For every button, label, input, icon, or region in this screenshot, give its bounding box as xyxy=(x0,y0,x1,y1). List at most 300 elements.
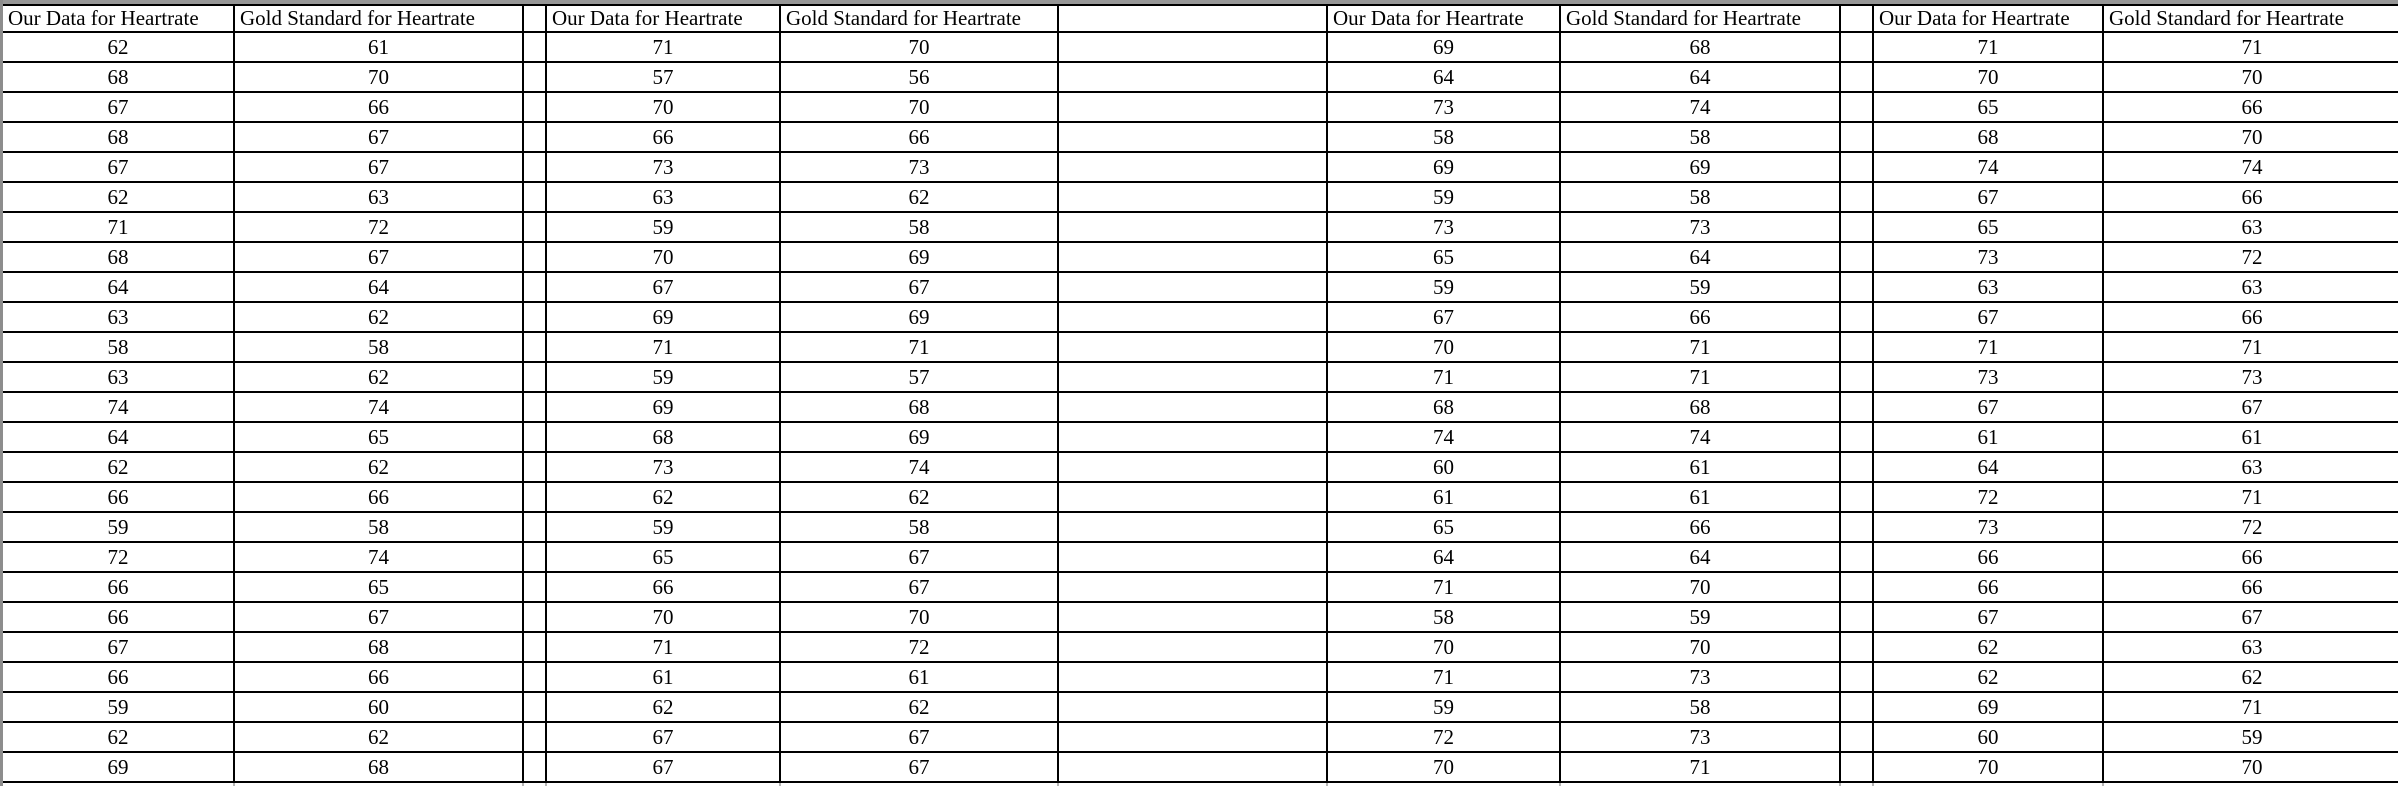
our-data-value-g4: 66 xyxy=(1873,542,2103,572)
narrow-spacer-cell xyxy=(523,212,546,242)
narrow-spacer-cell xyxy=(523,512,546,542)
gold-standard-value-g1: 72 xyxy=(234,212,523,242)
narrow-spacer-header-cell xyxy=(523,5,546,32)
header-gold-standard-group-3: Gold Standard for Heartrate xyxy=(1560,5,1840,32)
gold-standard-value-g4: 74 xyxy=(2103,152,2398,182)
wide-spacer-cell xyxy=(1058,662,1327,692)
table-row xyxy=(3,752,2398,782)
gold-standard-value-g1: 60 xyxy=(234,692,523,722)
wide-spacer-header-cell xyxy=(1058,5,1327,32)
table-row xyxy=(3,242,2398,272)
gold-standard-value-g1: 62 xyxy=(234,302,523,332)
our-data-value-g3: 68 xyxy=(1327,392,1560,422)
wide-spacer-cell xyxy=(1058,392,1327,422)
gold-standard-value-g4: 67 xyxy=(2103,602,2398,632)
table-row xyxy=(3,212,2398,242)
our-data-value-g1: 58 xyxy=(3,332,234,362)
our-data-value-g2: 59 xyxy=(546,362,780,392)
wide-spacer-cell xyxy=(1058,362,1327,392)
gold-standard-value-g1: 67 xyxy=(234,602,523,632)
our-data-value-g1: 59 xyxy=(3,692,234,722)
table-row xyxy=(3,62,2398,92)
clipped-cell xyxy=(523,782,546,786)
wide-spacer-cell xyxy=(1058,512,1327,542)
gold-standard-value-g2: 69 xyxy=(780,302,1058,332)
gold-standard-value-g4: 66 xyxy=(2103,92,2398,122)
our-data-value-g2: 62 xyxy=(546,482,780,512)
gold-standard-value-g1: 63 xyxy=(234,182,523,212)
our-data-value-g2: 63 xyxy=(546,182,780,212)
wide-spacer-cell xyxy=(1058,332,1327,362)
clipped-partial-row xyxy=(3,782,2398,786)
gold-standard-value-g3: 71 xyxy=(1560,752,1840,782)
gold-standard-value-g4: 63 xyxy=(2103,632,2398,662)
header-our-data-group-2: Our Data for Heartrate xyxy=(546,5,780,32)
gold-standard-value-g2: 67 xyxy=(780,722,1058,752)
wide-spacer-cell xyxy=(1058,722,1327,752)
our-data-value-g2: 66 xyxy=(546,572,780,602)
clipped-cell xyxy=(1058,782,1327,786)
our-data-value-g2: 61 xyxy=(546,662,780,692)
wide-spacer-cell xyxy=(1058,302,1327,332)
our-data-value-g1: 71 xyxy=(3,212,234,242)
our-data-value-g2: 57 xyxy=(546,62,780,92)
gold-standard-value-g2: 73 xyxy=(780,152,1058,182)
gold-standard-value-g3: 59 xyxy=(1560,602,1840,632)
gold-standard-value-g3: 58 xyxy=(1560,122,1840,152)
top-margin xyxy=(0,0,2398,4)
gold-standard-value-g2: 67 xyxy=(780,572,1058,602)
our-data-value-g2: 59 xyxy=(546,212,780,242)
our-data-value-g3: 69 xyxy=(1327,32,1560,62)
gold-standard-value-g3: 61 xyxy=(1560,452,1840,482)
our-data-value-g2: 73 xyxy=(546,452,780,482)
gold-standard-value-g4: 66 xyxy=(2103,542,2398,572)
narrow-spacer-cell xyxy=(523,422,546,452)
our-data-value-g1: 63 xyxy=(3,302,234,332)
gold-standard-value-g4: 67 xyxy=(2103,392,2398,422)
gold-standard-value-g4: 70 xyxy=(2103,62,2398,92)
gold-standard-value-g4: 63 xyxy=(2103,272,2398,302)
our-data-value-g4: 73 xyxy=(1873,512,2103,542)
narrow-spacer-cell xyxy=(1840,662,1873,692)
our-data-value-g2: 68 xyxy=(546,422,780,452)
table-row xyxy=(3,332,2398,362)
clipped-cell xyxy=(3,782,234,786)
our-data-value-g4: 73 xyxy=(1873,242,2103,272)
table-row xyxy=(3,572,2398,602)
clipped-cell xyxy=(1327,782,1560,786)
narrow-spacer-cell xyxy=(523,122,546,152)
gold-standard-value-g2: 57 xyxy=(780,362,1058,392)
our-data-value-g2: 70 xyxy=(546,92,780,122)
gold-standard-value-g1: 65 xyxy=(234,572,523,602)
gold-standard-value-g3: 69 xyxy=(1560,152,1840,182)
our-data-value-g2: 67 xyxy=(546,752,780,782)
narrow-spacer-cell xyxy=(523,392,546,422)
gold-standard-value-g2: 61 xyxy=(780,662,1058,692)
gold-standard-value-g3: 68 xyxy=(1560,392,1840,422)
clipped-cell xyxy=(1873,782,2103,786)
gold-standard-value-g2: 70 xyxy=(780,602,1058,632)
our-data-value-g3: 73 xyxy=(1327,92,1560,122)
gold-standard-value-g2: 58 xyxy=(780,212,1058,242)
our-data-value-g1: 62 xyxy=(3,182,234,212)
wide-spacer-cell xyxy=(1058,752,1327,782)
table-row xyxy=(3,422,2398,452)
gold-standard-value-g1: 66 xyxy=(234,482,523,512)
our-data-value-g3: 71 xyxy=(1327,662,1560,692)
our-data-value-g3: 71 xyxy=(1327,572,1560,602)
our-data-value-g1: 64 xyxy=(3,272,234,302)
our-data-value-g3: 58 xyxy=(1327,122,1560,152)
our-data-value-g4: 67 xyxy=(1873,182,2103,212)
narrow-spacer-cell xyxy=(523,362,546,392)
our-data-value-g2: 69 xyxy=(546,392,780,422)
narrow-spacer-cell xyxy=(1840,302,1873,332)
table-row xyxy=(3,122,2398,152)
table-row xyxy=(3,542,2398,572)
our-data-value-g3: 71 xyxy=(1327,362,1560,392)
our-data-value-g4: 66 xyxy=(1873,572,2103,602)
wide-spacer-cell xyxy=(1058,152,1327,182)
our-data-value-g2: 73 xyxy=(546,152,780,182)
gold-standard-value-g4: 59 xyxy=(2103,722,2398,752)
narrow-spacer-cell xyxy=(1840,452,1873,482)
narrow-spacer-cell xyxy=(1840,632,1873,662)
narrow-spacer-cell xyxy=(1840,212,1873,242)
our-data-value-g1: 62 xyxy=(3,452,234,482)
our-data-value-g1: 72 xyxy=(3,542,234,572)
gold-standard-value-g4: 70 xyxy=(2103,752,2398,782)
narrow-spacer-cell xyxy=(523,632,546,662)
gold-standard-value-g1: 61 xyxy=(234,32,523,62)
gold-standard-value-g3: 64 xyxy=(1560,62,1840,92)
our-data-value-g1: 66 xyxy=(3,662,234,692)
our-data-value-g1: 64 xyxy=(3,422,234,452)
gold-standard-value-g4: 71 xyxy=(2103,32,2398,62)
gold-standard-value-g2: 69 xyxy=(780,242,1058,272)
our-data-value-g4: 64 xyxy=(1873,452,2103,482)
our-data-value-g3: 65 xyxy=(1327,242,1560,272)
narrow-spacer-cell xyxy=(1840,62,1873,92)
table-row xyxy=(3,392,2398,422)
gold-standard-value-g2: 62 xyxy=(780,692,1058,722)
gold-standard-value-g3: 61 xyxy=(1560,482,1840,512)
our-data-value-g1: 67 xyxy=(3,92,234,122)
our-data-value-g4: 67 xyxy=(1873,602,2103,632)
gold-standard-value-g4: 72 xyxy=(2103,242,2398,272)
table-row xyxy=(3,692,2398,722)
gold-standard-value-g3: 70 xyxy=(1560,632,1840,662)
narrow-spacer-cell xyxy=(1840,362,1873,392)
header-our-data-group-3: Our Data for Heartrate xyxy=(1327,5,1560,32)
header-gold-standard-group-1: Gold Standard for Heartrate xyxy=(234,5,523,32)
left-margin xyxy=(0,0,3,786)
header-gold-standard-group-4: Gold Standard for Heartrate xyxy=(2103,5,2398,32)
our-data-value-g1: 68 xyxy=(3,122,234,152)
narrow-spacer-cell xyxy=(1840,482,1873,512)
our-data-value-g4: 73 xyxy=(1873,362,2103,392)
our-data-value-g1: 66 xyxy=(3,482,234,512)
clipped-cell xyxy=(546,782,780,786)
gold-standard-value-g3: 59 xyxy=(1560,272,1840,302)
gold-standard-value-g3: 73 xyxy=(1560,662,1840,692)
narrow-spacer-cell xyxy=(523,572,546,602)
narrow-spacer-cell xyxy=(1840,572,1873,602)
narrow-spacer-cell xyxy=(1840,602,1873,632)
wide-spacer-cell xyxy=(1058,62,1327,92)
our-data-value-g1: 63 xyxy=(3,362,234,392)
our-data-value-g4: 74 xyxy=(1873,152,2103,182)
narrow-spacer-cell xyxy=(523,692,546,722)
gold-standard-value-g4: 71 xyxy=(2103,332,2398,362)
narrow-spacer-cell xyxy=(1840,32,1873,62)
our-data-value-g1: 62 xyxy=(3,32,234,62)
wide-spacer-cell xyxy=(1058,92,1327,122)
heartrate-comparison-table xyxy=(3,4,2398,786)
gold-standard-value-g3: 66 xyxy=(1560,512,1840,542)
wide-spacer-cell xyxy=(1058,32,1327,62)
our-data-value-g1: 69 xyxy=(3,752,234,782)
gold-standard-value-g2: 62 xyxy=(780,182,1058,212)
our-data-value-g2: 71 xyxy=(546,632,780,662)
our-data-value-g3: 65 xyxy=(1327,512,1560,542)
gold-standard-value-g3: 64 xyxy=(1560,542,1840,572)
gold-standard-value-g2: 67 xyxy=(780,272,1058,302)
narrow-spacer-cell xyxy=(523,62,546,92)
gold-standard-value-g3: 70 xyxy=(1560,572,1840,602)
narrow-spacer-cell xyxy=(1840,242,1873,272)
our-data-value-g1: 68 xyxy=(3,242,234,272)
gold-standard-value-g1: 67 xyxy=(234,242,523,272)
our-data-value-g4: 71 xyxy=(1873,332,2103,362)
gold-standard-value-g3: 64 xyxy=(1560,242,1840,272)
narrow-spacer-cell xyxy=(523,542,546,572)
gold-standard-value-g1: 67 xyxy=(234,152,523,182)
our-data-value-g3: 69 xyxy=(1327,152,1560,182)
gold-standard-value-g2: 74 xyxy=(780,452,1058,482)
our-data-value-g4: 67 xyxy=(1873,392,2103,422)
gold-standard-value-g2: 70 xyxy=(780,32,1058,62)
narrow-spacer-cell xyxy=(1840,392,1873,422)
wide-spacer-cell xyxy=(1058,542,1327,572)
our-data-value-g3: 73 xyxy=(1327,212,1560,242)
narrow-spacer-header-cell xyxy=(1840,5,1873,32)
our-data-value-g3: 60 xyxy=(1327,452,1560,482)
clipped-cell xyxy=(780,782,1058,786)
narrow-spacer-cell xyxy=(523,92,546,122)
gold-standard-value-g1: 65 xyxy=(234,422,523,452)
gold-standard-value-g1: 58 xyxy=(234,512,523,542)
gold-standard-value-g2: 69 xyxy=(780,422,1058,452)
narrow-spacer-cell xyxy=(523,482,546,512)
gold-standard-value-g1: 58 xyxy=(234,332,523,362)
our-data-value-g1: 62 xyxy=(3,722,234,752)
our-data-value-g1: 67 xyxy=(3,632,234,662)
gold-standard-value-g4: 71 xyxy=(2103,482,2398,512)
wide-spacer-cell xyxy=(1058,242,1327,272)
gold-standard-value-g4: 71 xyxy=(2103,692,2398,722)
gold-standard-value-g3: 71 xyxy=(1560,362,1840,392)
our-data-value-g3: 70 xyxy=(1327,752,1560,782)
narrow-spacer-cell xyxy=(1840,512,1873,542)
gold-standard-value-g1: 66 xyxy=(234,662,523,692)
table-row xyxy=(3,272,2398,302)
wide-spacer-cell xyxy=(1058,422,1327,452)
narrow-spacer-cell xyxy=(1840,692,1873,722)
gold-standard-value-g2: 66 xyxy=(780,122,1058,152)
narrow-spacer-cell xyxy=(1840,272,1873,302)
our-data-value-g1: 67 xyxy=(3,152,234,182)
our-data-value-g1: 66 xyxy=(3,572,234,602)
gold-standard-value-g1: 67 xyxy=(234,122,523,152)
narrow-spacer-cell xyxy=(1840,422,1873,452)
gold-standard-value-g4: 66 xyxy=(2103,182,2398,212)
our-data-value-g4: 63 xyxy=(1873,272,2103,302)
our-data-value-g4: 69 xyxy=(1873,692,2103,722)
our-data-value-g4: 68 xyxy=(1873,122,2103,152)
our-data-value-g4: 70 xyxy=(1873,752,2103,782)
narrow-spacer-cell xyxy=(523,272,546,302)
table-row xyxy=(3,512,2398,542)
our-data-value-g3: 58 xyxy=(1327,602,1560,632)
table-row xyxy=(3,152,2398,182)
table-row xyxy=(3,362,2398,392)
gold-standard-value-g4: 63 xyxy=(2103,452,2398,482)
gold-standard-value-g1: 62 xyxy=(234,722,523,752)
narrow-spacer-cell xyxy=(523,182,546,212)
gold-standard-value-g3: 73 xyxy=(1560,722,1840,752)
our-data-value-g4: 62 xyxy=(1873,662,2103,692)
table-row xyxy=(3,182,2398,212)
our-data-value-g3: 70 xyxy=(1327,632,1560,662)
our-data-value-g3: 64 xyxy=(1327,62,1560,92)
our-data-value-g2: 62 xyxy=(546,692,780,722)
header-gold-standard-group-2: Gold Standard for Heartrate xyxy=(780,5,1058,32)
gold-standard-value-g2: 67 xyxy=(780,542,1058,572)
our-data-value-g2: 67 xyxy=(546,272,780,302)
our-data-value-g3: 59 xyxy=(1327,692,1560,722)
gold-standard-value-g1: 62 xyxy=(234,362,523,392)
narrow-spacer-cell xyxy=(1840,752,1873,782)
narrow-spacer-cell xyxy=(1840,152,1873,182)
our-data-value-g4: 60 xyxy=(1873,722,2103,752)
clipped-cell xyxy=(1840,782,1873,786)
our-data-value-g2: 70 xyxy=(546,602,780,632)
our-data-value-g4: 70 xyxy=(1873,62,2103,92)
narrow-spacer-cell xyxy=(523,302,546,332)
header-row xyxy=(3,5,2398,32)
narrow-spacer-cell xyxy=(1840,122,1873,152)
table-row xyxy=(3,722,2398,752)
gold-standard-value-g1: 74 xyxy=(234,542,523,572)
our-data-value-g3: 70 xyxy=(1327,332,1560,362)
gold-standard-value-g4: 70 xyxy=(2103,122,2398,152)
our-data-value-g4: 61 xyxy=(1873,422,2103,452)
gold-standard-value-g2: 70 xyxy=(780,92,1058,122)
our-data-value-g2: 71 xyxy=(546,332,780,362)
narrow-spacer-cell xyxy=(523,242,546,272)
our-data-value-g4: 71 xyxy=(1873,32,2103,62)
gold-standard-value-g4: 72 xyxy=(2103,512,2398,542)
our-data-value-g3: 64 xyxy=(1327,542,1560,572)
our-data-value-g4: 65 xyxy=(1873,92,2103,122)
gold-standard-value-g3: 71 xyxy=(1560,332,1840,362)
gold-standard-value-g4: 63 xyxy=(2103,212,2398,242)
gold-standard-value-g3: 74 xyxy=(1560,422,1840,452)
table-row xyxy=(3,632,2398,662)
our-data-value-g3: 72 xyxy=(1327,722,1560,752)
wide-spacer-cell xyxy=(1058,212,1327,242)
narrow-spacer-cell xyxy=(1840,182,1873,212)
our-data-value-g3: 67 xyxy=(1327,302,1560,332)
our-data-value-g3: 59 xyxy=(1327,182,1560,212)
our-data-value-g1: 66 xyxy=(3,602,234,632)
table-row xyxy=(3,662,2398,692)
gold-standard-value-g1: 66 xyxy=(234,92,523,122)
gold-standard-value-g1: 62 xyxy=(234,452,523,482)
gold-standard-value-g1: 74 xyxy=(234,392,523,422)
our-data-value-g3: 74 xyxy=(1327,422,1560,452)
our-data-value-g2: 65 xyxy=(546,542,780,572)
our-data-value-g4: 62 xyxy=(1873,632,2103,662)
gold-standard-value-g2: 72 xyxy=(780,632,1058,662)
gold-standard-value-g2: 71 xyxy=(780,332,1058,362)
table-row xyxy=(3,482,2398,512)
narrow-spacer-cell xyxy=(523,662,546,692)
our-data-value-g2: 71 xyxy=(546,32,780,62)
gold-standard-value-g2: 58 xyxy=(780,512,1058,542)
narrow-spacer-cell xyxy=(1840,332,1873,362)
wide-spacer-cell xyxy=(1058,452,1327,482)
our-data-value-g3: 61 xyxy=(1327,482,1560,512)
wide-spacer-cell xyxy=(1058,122,1327,152)
wide-spacer-cell xyxy=(1058,572,1327,602)
table-row xyxy=(3,302,2398,332)
wide-spacer-cell xyxy=(1058,182,1327,212)
gold-standard-value-g1: 68 xyxy=(234,632,523,662)
gold-standard-value-g4: 62 xyxy=(2103,662,2398,692)
narrow-spacer-cell xyxy=(523,752,546,782)
gold-standard-value-g2: 67 xyxy=(780,752,1058,782)
narrow-spacer-cell xyxy=(523,152,546,182)
gold-standard-value-g1: 70 xyxy=(234,62,523,92)
gold-standard-value-g1: 68 xyxy=(234,752,523,782)
gold-standard-value-g1: 64 xyxy=(234,272,523,302)
our-data-value-g2: 67 xyxy=(546,722,780,752)
gold-standard-value-g2: 68 xyxy=(780,392,1058,422)
clipped-cell xyxy=(234,782,523,786)
gold-standard-value-g3: 74 xyxy=(1560,92,1840,122)
gold-standard-value-g4: 66 xyxy=(2103,572,2398,602)
narrow-spacer-cell xyxy=(523,722,546,752)
narrow-spacer-cell xyxy=(523,332,546,362)
our-data-value-g4: 67 xyxy=(1873,302,2103,332)
our-data-value-g4: 72 xyxy=(1873,482,2103,512)
gold-standard-value-g3: 68 xyxy=(1560,32,1840,62)
our-data-value-g3: 59 xyxy=(1327,272,1560,302)
header-our-data-group-4: Our Data for Heartrate xyxy=(1873,5,2103,32)
gold-standard-value-g3: 58 xyxy=(1560,692,1840,722)
wide-spacer-cell xyxy=(1058,482,1327,512)
narrow-spacer-cell xyxy=(1840,542,1873,572)
gold-standard-value-g3: 58 xyxy=(1560,182,1840,212)
narrow-spacer-cell xyxy=(1840,92,1873,122)
gold-standard-value-g4: 73 xyxy=(2103,362,2398,392)
gold-standard-value-g2: 56 xyxy=(780,62,1058,92)
table-row xyxy=(3,32,2398,62)
